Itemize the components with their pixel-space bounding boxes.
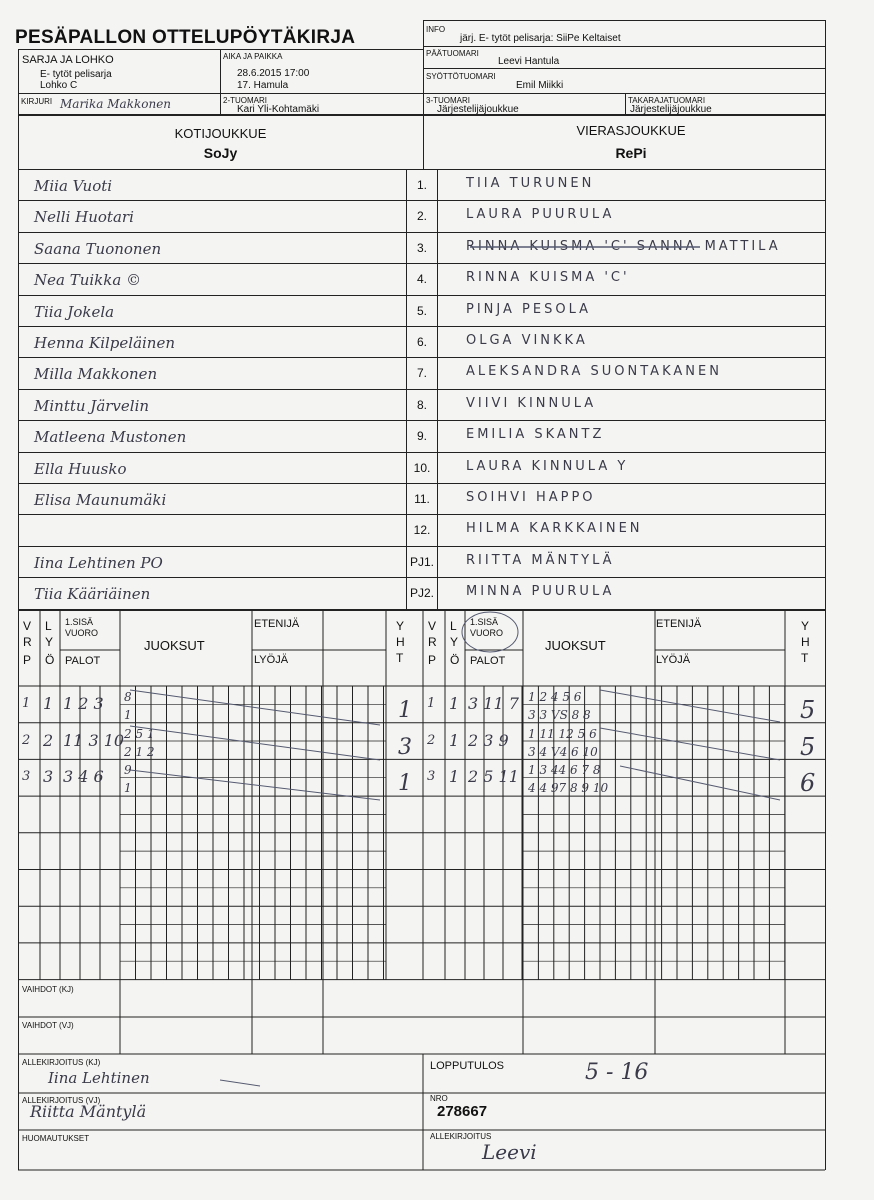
home-col-vuoro: VUORO [65,628,99,638]
aika-value-1: 28.6.2015 17:00 [237,68,310,79]
home-col-r: R [23,635,32,649]
home-player-name: Matleena Mustonen [34,428,187,446]
home-inning-runs-bottom: 1 [124,708,132,722]
home-player-name: Saana Tuononen [34,240,162,258]
player-number: 2. [416,209,427,223]
player-number: 3. [416,241,427,255]
away-inning-palot: 3 11 7 [468,694,519,713]
player-number: 5. [416,304,427,318]
away-col-lyoja: LYÖJÄ [656,654,691,666]
home-inning-total: 1 [398,771,412,797]
away-player-name: MINNA PUURULA [466,584,615,599]
sarja-label: SARJA JA LOHKO [22,54,114,66]
home-player-name: Milla Makkonen [34,365,158,383]
away-team-label: VIERASJOUKKUE [576,123,686,138]
player-number: 8. [416,398,427,412]
nro-label: NRO [430,1094,448,1103]
takaraja-label: TAKARAJATUOMARI [628,96,706,105]
home-col-yht-y: Y [396,619,405,633]
home-inning-vrp: 1 [22,696,31,711]
allek-kj-signature: Iina Lehtinen [48,1069,150,1087]
away-inning-runs-top: 1 11 12 5 6 [528,726,597,741]
home-player-name: Ella Huusko [34,460,127,478]
away-inning-ly: 1 [449,767,460,787]
home-col-l: L [45,619,52,633]
away-inning-vrp: 2 [427,732,436,748]
away-inning-total: 5 [800,696,816,724]
home-player-name: Elisa Maunumäki [34,491,167,509]
home-col-juoksut: JUOKSUT [144,638,205,653]
syottotuomari-value: Emil Miikki [516,80,564,91]
player-number: 10. [413,461,431,475]
home-col-yht-h: H [396,635,405,649]
away-player-name: SOIHVI HAPPO [466,490,596,505]
aika-value-2: 17. Hamula [237,80,289,91]
away-team-name: RePi [615,145,647,161]
paatuomari-value: Leevi Hantula [498,56,560,67]
away-col-yht-y: Y [801,619,810,633]
home-player-name: Nelli Huotari [34,208,134,226]
info-value: järj. E- tytöt pelisarja: SiiPe Keltaiset [460,33,621,44]
aika-label: AIKA JA PAIKKA [223,52,283,61]
home-col-o: Ö [45,653,55,667]
away-col-palot: PALOT [470,655,506,667]
home-inning-palot: 1 2 3 [63,694,104,713]
away-inning-palot: 2 3 9 [468,730,509,750]
home-inning-runs-top: 9 [124,763,132,778]
player-number: 4. [416,272,427,286]
away-col-o: Ö [450,653,460,667]
away-player-name: LAURA KINNULA Y [466,459,629,474]
home-inning-ly: 3 [43,767,54,787]
tuomari3-value: Järjestelijäjoukkue [437,104,519,115]
away-inning-runs-bottom: 4 4 97 8 9 10 [528,781,609,796]
player-number: 9. [416,429,427,443]
home-player-name: Henna Kilpeläinen [34,334,176,352]
home-inning-palot: 3 4 6 [63,767,104,787]
away-col-r: R [428,635,437,649]
home-player-name: Nea Tuikka © [34,271,142,289]
home-inning-runs-top: 2 5 1 [124,726,155,741]
allek-vj-signature: Riitta Mäntylä [30,1102,147,1121]
away-inning-runs-top: 1 2 4 5 6 [528,690,582,704]
home-inning-palot: 11 3 10 [63,730,125,750]
home-col-palot: PALOT [65,655,101,667]
syottotuomari-label: SYÖTTÖTUOMARI [426,72,496,81]
home-inning-ly: 2 [43,730,54,750]
player-number: 6. [416,335,427,349]
takaraja-value: Järjestelijäjoukkue [630,104,712,115]
home-team-label: KOTIJOUKKUE [174,126,267,141]
player-number: 12. [413,523,431,537]
sheet-title: PESÄPALLON OTTELUPÖYTÄKIRJA [15,27,356,48]
tuomari2-value: Kari Yli-Kohtamäki [237,104,320,115]
away-col-y: Y [450,635,459,649]
away-col-yht-h: H [801,635,810,649]
away-player-name: HILMA KARKKAINEN [466,521,643,536]
away-col-vuoro: VUORO [470,628,504,638]
away-player-name: RIITTA MÄNTYLÄ [466,553,615,568]
home-col-yht-t: T [396,651,404,665]
home-inning-total: 3 [398,734,412,760]
away-player-name: RINNA KUISMA 'C' SANNA MATTILA [466,239,781,254]
home-col-p: P [23,653,32,667]
home-inning-runs-bottom: 2 1 2 [124,744,155,759]
player-number: 1. [416,178,427,192]
home-col-sisa: 1.SISÄ [65,617,94,627]
player-number: PJ1. [409,555,434,569]
away-col-sisa: 1.SISÄ [470,617,499,627]
home-inning-runs-bottom: 1 [124,781,132,796]
away-player-name: ALEKSANDRA SUONTAKANEN [466,364,722,379]
kirjuri-signature: Marika Makkonen [60,97,172,111]
away-player-name: VIIVI KINNULA [466,396,597,411]
away-inning-total: 6 [800,769,816,798]
home-col-v: V [23,619,32,633]
tuomari2-label: 2-TUOMARI [223,96,267,105]
paatuomari-label: PÄÄTUOMARI [426,49,479,58]
player-number: 11. [414,492,430,506]
away-player-name: OLGA VINKKA [466,333,588,348]
home-col-y: Y [45,635,54,649]
sarja-value-1: E- tytöt pelisarja [40,69,112,80]
away-inning-vrp: 3 [427,769,436,785]
away-col-yht-t: T [801,651,809,665]
away-player-name: LAURA PUURULA [466,207,615,222]
home-col-lyoja: LYÖJÄ [254,654,289,666]
player-number: 7. [416,366,427,380]
home-player-name: Tiia Jokela [34,303,115,321]
away-col-p: P [428,653,437,667]
home-team-name: SoJy [203,145,238,161]
huomautukset-label: HUOMAUTUKSET [22,1134,90,1143]
home-inning-vrp: 3 [22,769,31,785]
kirjuri-label: KIRJURI [21,97,53,106]
home-inning-runs-top: 8 [124,690,132,704]
lopputulos-label: LOPPUTULOS [430,1060,504,1072]
away-col-v: V [428,619,437,633]
away-inning-palot: 2 5 11 [468,767,519,787]
away-player-name: RINNA KUISMA 'C' [466,270,630,285]
away-col-l: L [450,619,457,633]
away-inning-ly: 1 [449,694,460,713]
away-inning-runs-bottom: 3 3 VS 8 8 [528,708,591,722]
away-inning-ly: 1 [449,730,460,750]
home-player-name: Iina Lehtinen PO [34,554,163,572]
allekirjoitus-label: ALLEKIRJOITUS [430,1132,492,1141]
away-player-name: EMILIA SKANTZ [466,427,605,442]
away-col-juoksut: JUOKSUT [545,638,606,653]
away-player-name: TIIA TURUNEN [466,176,595,191]
away-inning-runs-top: 1 3 44 6 7 8 [528,763,601,778]
away-player-name: PINJA PESOLA [466,302,592,317]
home-inning-ly: 1 [43,694,54,713]
vaihdot-kj-label: VAIHDOT (KJ) [22,985,74,994]
allekirjoitus-signature: Leevi [482,1140,537,1164]
sarja-value-2: Lohko C [40,80,78,91]
away-inning-vrp: 1 [427,696,436,711]
info-label: INFO [426,25,446,34]
home-player-name: Minttu Järvelin [34,397,150,415]
nro-value: 278667 [437,1103,488,1120]
away-inning-total: 5 [800,732,816,761]
allek-vj-label: ALLEKIRJOITUS (VJ) [22,1096,101,1105]
home-player-name: Miia Vuoti [34,177,113,195]
home-col-etenija: ETENIJÄ [254,618,300,630]
away-inning-runs-bottom: 3 4 V4 6 10 [528,744,598,759]
home-inning-total: 1 [398,698,412,723]
home-player-name: Tiia Kääriäinen [34,585,151,603]
vaihdot-vj-label: VAIHDOT (VJ) [22,1021,74,1030]
home-inning-vrp: 2 [22,732,31,748]
player-number: PJ2. [409,586,434,600]
tuomari3-label: 3-TUOMARI [426,96,470,105]
lopputulos-value: 5 - 16 [585,1060,649,1085]
away-col-etenija: ETENIJÄ [656,618,702,630]
allek-kj-label: ALLEKIRJOITUS (KJ) [22,1058,101,1067]
